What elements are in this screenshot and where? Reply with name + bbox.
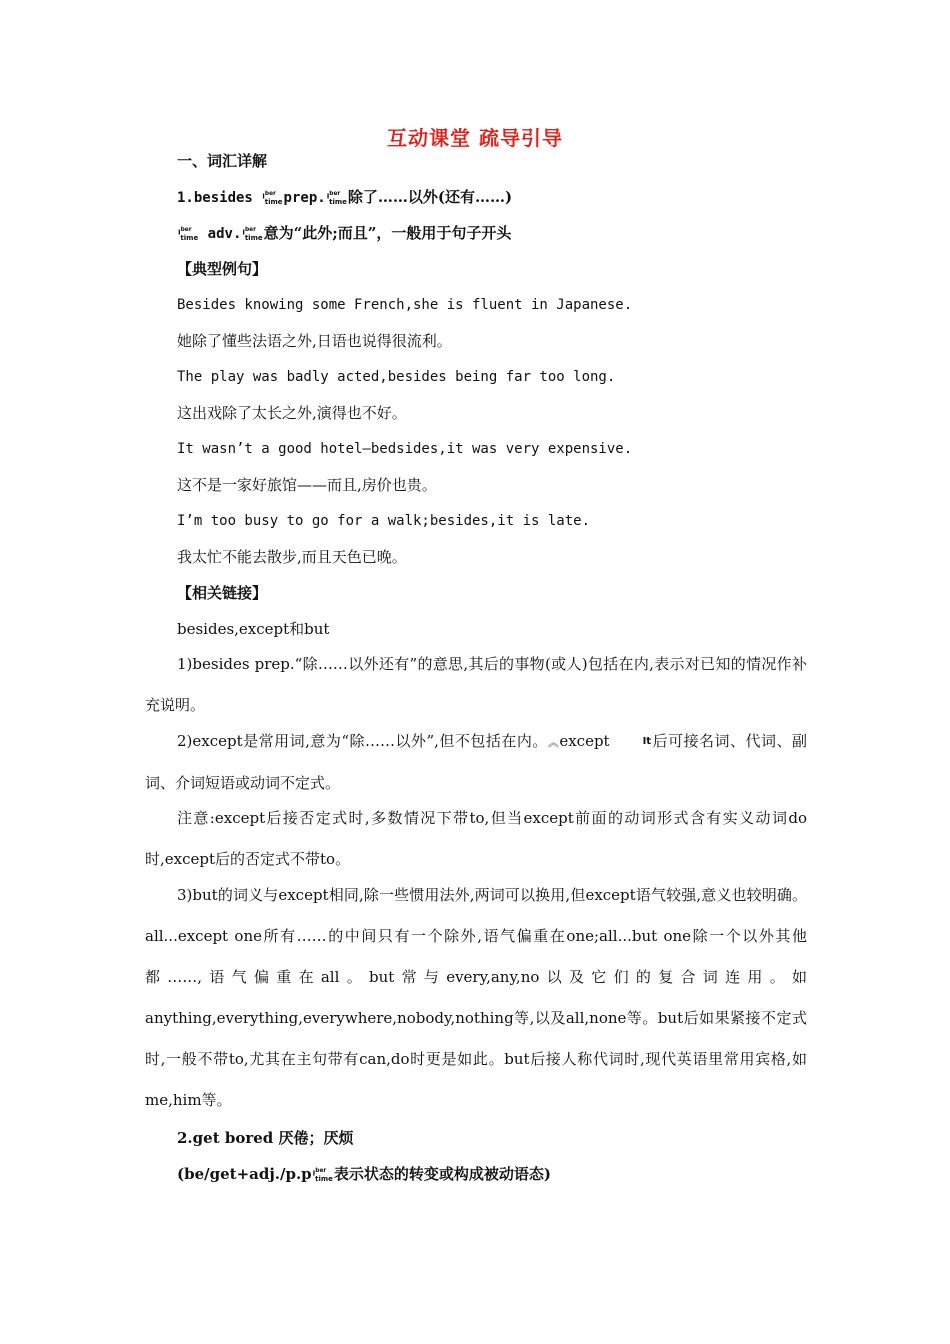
artifact-mark: $I^{ber}$ time (178, 226, 199, 243)
related-words: besides,except和but (177, 620, 330, 638)
point-1: 1)besides prep.“除……以外还有”的意思,其后的事物(或人)包括在内,表示对已知的情况作补充说明。 (145, 655, 807, 714)
item1-adv: adv. (199, 226, 242, 242)
item1-pos: prep. (283, 190, 326, 206)
example-translation: 这出戏除了太长之外,演得也不好。 (177, 404, 407, 422)
item1-adv-line (177, 223, 511, 244)
artifact-mark: $I^{ber}$ time (326, 190, 347, 207)
point-2-text-c: 后可接名词、代词、副词、介词短语或动词不定式。 (145, 732, 808, 792)
item2-formula-a: (be/get+adj./p.p (177, 1165, 312, 1183)
item2-formula-b: 表示状态的转变或构成被动语态) (333, 1165, 552, 1183)
example-sentence: Besides knowing some French,she is fluent in Japanese. (177, 297, 633, 313)
item1-meaning: 除了……以外(还有……) (347, 188, 513, 206)
item1-adv-meaning: 意为“此外;而且”，一般用于句子开头 (263, 224, 512, 242)
artifact-mark: $I^{ber}$ time (262, 190, 283, 207)
artifact-mark: It (642, 736, 652, 747)
related-heading: 【相关链接】 (177, 584, 268, 602)
item1-line (177, 187, 512, 208)
point-3: 3)but的词义与except相同,除一些惯用法外,两词可以换用,但except语气较强,意义也较明确。all...except one所有……的中间只有一个除外,语气偏重在one;all...but one除一个以外其他都……,语气偏重在all。but常与every,any,no以及它们的复合词连用。如anything,everything,everywhere,nobody,nothing等,以及all,none等。but后如果紧接不定式时,一般不带to,尤其在主句带有can,do时更是如此。but后接人称代词时,现代英语里常用宾格,如me,him等。 (145, 886, 807, 1109)
point-2-text-b: except (559, 732, 610, 750)
item2-formula (177, 1164, 551, 1184)
section-heading: 一、词汇详解 (177, 152, 268, 170)
artifact-mark: $I^{ber}$ time (242, 226, 263, 243)
item2-heading: 2.get bored 厌倦；厌烦 (177, 1129, 354, 1147)
point-2-text-a: 2)except是常用词,意为“除……以外”,但不包括在内。 (177, 732, 548, 750)
note-paragraph: 注意:except后接否定式时,多数情况下带to,但当except前面的动词形式含有实义动词do时,except后的否定式不带to。 (145, 809, 807, 868)
caret-mark: ︽ (547, 736, 560, 749)
example-translation: 我太忙不能去散步,而且天色已晚。 (177, 548, 407, 566)
example-translation: 这不是一家好旅馆——而且,房价也贵。 (177, 476, 437, 494)
example-sentence: The play was badly acted,besides being far too long. (177, 369, 616, 385)
examples-heading: 【典型例句】 (177, 260, 268, 278)
artifact-mark: $I^{ber}$ time (312, 1167, 333, 1184)
page-title: 互动课堂 疏导引导 (387, 126, 563, 150)
example-sentence: I’m too busy to go for a walk;besides,it is late. (177, 513, 591, 529)
point-2 (145, 721, 807, 804)
item1-word: 1.besides (177, 190, 262, 206)
example-translation: 她除了懂些法语之外,日语也说得很流利。 (177, 332, 452, 350)
example-sentence: It wasn’t a good hotel—bedsides,it was very expensive. (177, 441, 633, 457)
